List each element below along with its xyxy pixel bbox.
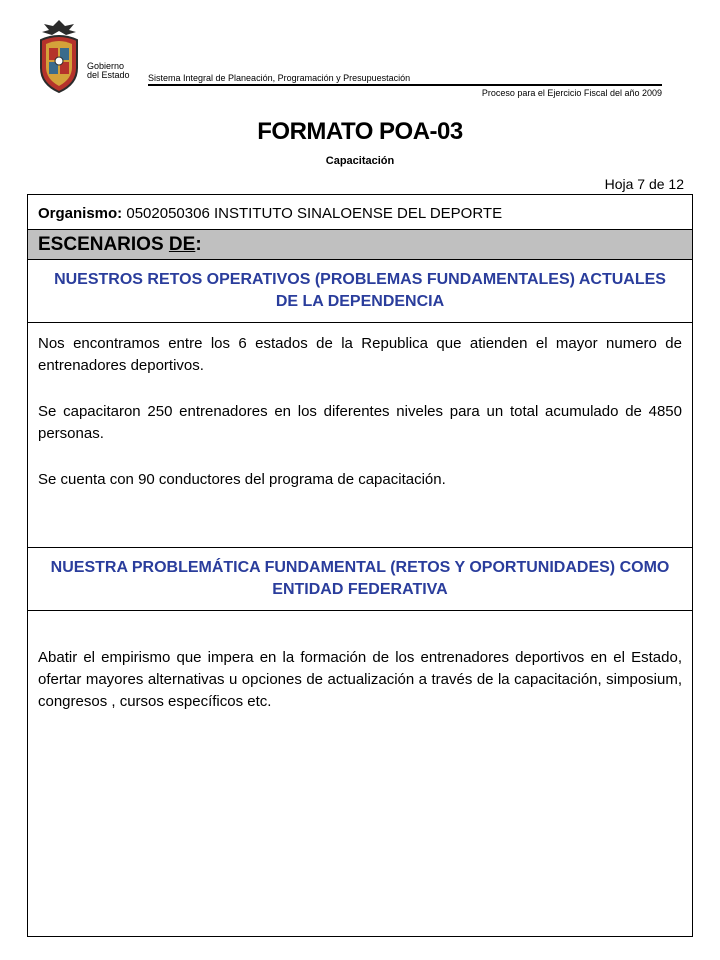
section-2-heading: NUESTRA PROBLEMÁTICA FUNDAMENTAL (RETOS Y OPORTUNIDADES) COMO ENTIDAD FEDERATIVA	[28, 548, 692, 611]
section-1-heading: NUESTROS RETOS OPERATIVOS (PROBLEMAS FUNDAMENTALES) ACTUALES DE LA DEPENDENCIA	[28, 260, 692, 323]
escenarios-underlined: DE	[168, 234, 196, 255]
organismo-row	[28, 195, 692, 230]
section-2-paragraph: Abatir el empirismo que impera en la formación de los entrenadores deportivos en el Estado, ofertar mayores alternativas u opciones de actualización a través de la capacitación, simposium, congresos , cursos específicos etc.	[38, 649, 682, 710]
state-seal-icon	[36, 16, 82, 96]
organismo-value: 0502050306 INSTITUTO SINALOENSE DEL DEPORTE	[126, 205, 503, 222]
proceso-label: Proceso para el Ejercicio Fiscal del año 2009	[481, 88, 662, 98]
form-table	[27, 194, 693, 937]
section-1-paragraph: Se cuenta con 90 conductores del programa de capacitación.	[38, 471, 446, 488]
section-1-paragraph: Nos encontramos entre los 6 estados de la Republica que atienden el mayor numero de entrenadores deportivos.	[38, 335, 682, 374]
escenarios-suffix: :	[195, 234, 202, 255]
section-1-body	[28, 323, 692, 548]
gobierno-line-2: del Estado	[87, 70, 130, 80]
escenarios-band	[28, 230, 692, 260]
page-subtitle: Capacitación	[325, 155, 395, 167]
page-number: Hoja 7 de 12	[604, 176, 684, 192]
escenarios-prefix: ESCENARIOS	[38, 234, 169, 255]
gobierno-label	[87, 62, 130, 80]
section-1-paragraph: Se capacitaron 250 entrenadores en los diferentes niveles para un total acumulado de 4850 personas.	[38, 403, 682, 442]
gobierno-line-1: Gobierno	[87, 61, 125, 71]
section-2-body	[28, 611, 692, 937]
organismo-label: Organismo:	[38, 205, 123, 222]
sistema-label: Sistema Integral de Planeación, Programación y Presupuestación	[148, 73, 411, 83]
document-header	[0, 0, 720, 200]
page-title: FORMATO POA-03	[257, 118, 463, 145]
header-divider	[148, 84, 662, 86]
